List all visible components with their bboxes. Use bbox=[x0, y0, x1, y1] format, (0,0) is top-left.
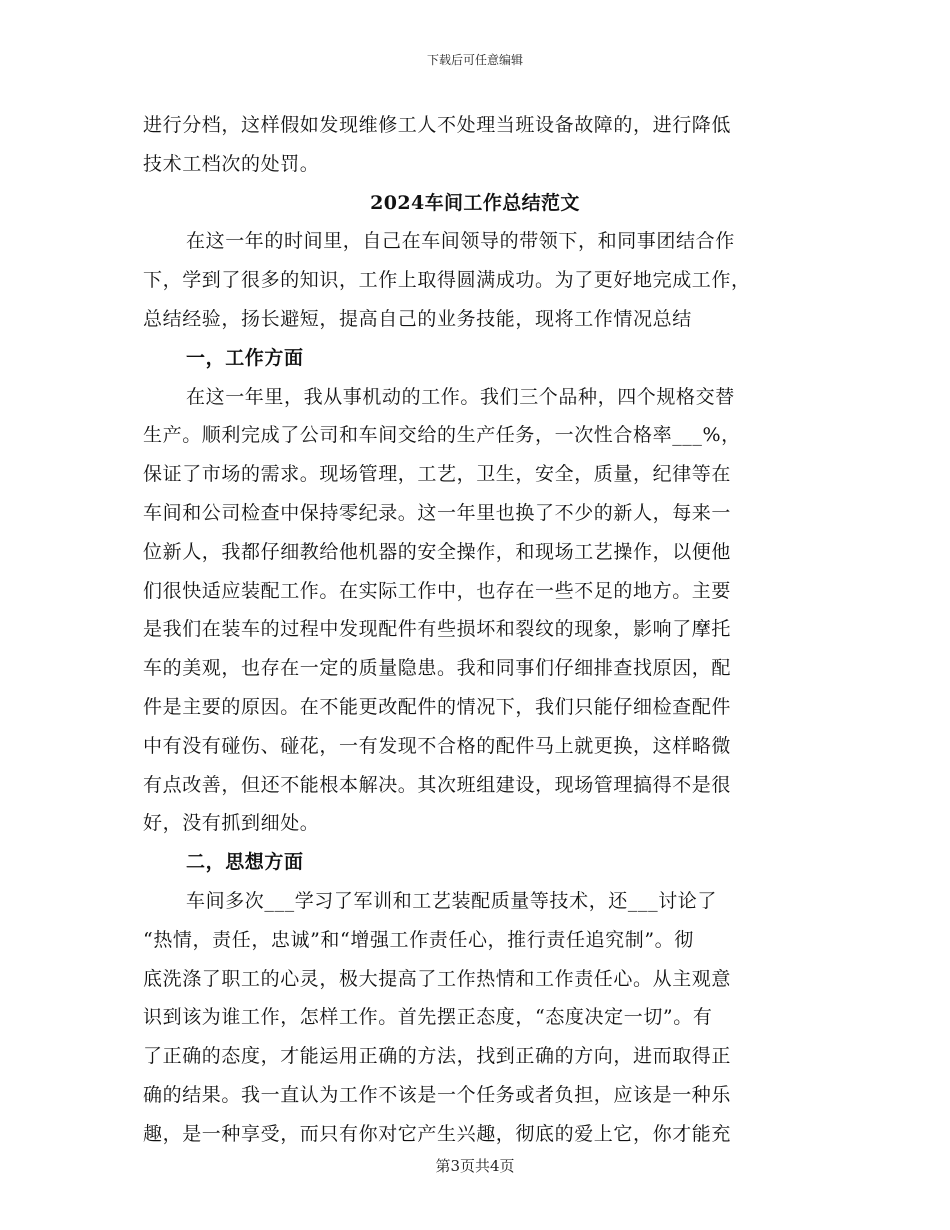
body-line: 生产。顺利完成了公司和车间交给的生产任务，一次性合格率___%， bbox=[143, 424, 741, 447]
body-line: 趣，是一种享受，而只有你对它产生兴趣，彻底的爱上它，你才能充 bbox=[143, 1122, 732, 1145]
body-line: 车的美观，也存在一定的质量隐患。我和同事们仔细排查找原因，配 bbox=[143, 657, 732, 680]
document-body bbox=[143, 106, 807, 1154]
body-line: 了正确的态度，才能运用正确的方法，找到正确的方向，进而取得正 bbox=[143, 1045, 732, 1068]
body-line: 件是主要的原因。在不能更改配件的情况下，我们只能仔细检查配件 bbox=[143, 695, 732, 718]
body-line: “热情，责任，忠诚”和“增强工作责任心，推行责任追究制”。彻 bbox=[143, 928, 694, 951]
body-line: 进行分档，这样假如发现维修工人不处理当班设备故障的，进行降低 bbox=[143, 114, 732, 136]
page-header-note: 下载后可任意编辑 bbox=[426, 53, 523, 67]
body-line: 好，没有抓到细处。 bbox=[143, 812, 320, 835]
body-line: 是我们在装车的过程中发现配件有些损坏和裂纹的现象，影响了摩托 bbox=[143, 618, 732, 641]
body-line: 底洗涤了职工的心灵，极大提高了工作热情和工作责任心。从主观意 bbox=[143, 967, 732, 990]
paragraph-first-line: 在这一年里，我从事机动的工作。我们三个品种，四个规格交替 bbox=[186, 385, 735, 408]
document-title: 2024车间工作总结范文 bbox=[370, 191, 580, 214]
body-line: 车间和公司检查中保持零纪录。这一年里也换了不少的新人，每来一 bbox=[143, 501, 732, 524]
paragraph-first-line: 车间多次___学习了军训和工艺装配质量等技术，还___讨论了 bbox=[186, 889, 718, 912]
body-line: 中有没有碰伤、碰花，一有发现不合格的配件马上就更换，这样略微 bbox=[143, 734, 732, 757]
body-line: 保证了市场的需求。现场管理，工艺，卫生，安全，质量，纪律等在 bbox=[143, 463, 732, 486]
body-line: 下，学到了很多的知识，工作上取得圆满成功。为了更好地完成工作， bbox=[143, 269, 751, 292]
body-line: 们很快适应装配工作。在实际工作中，也存在一些不足的地方。主要 bbox=[143, 579, 732, 602]
body-line: 确的结果。我一直认为工作不该是一个任务或者负担，应该是一种乐 bbox=[143, 1083, 732, 1106]
body-line: 位新人，我都仔细教给他机器的安全操作，和现场工艺操作，以便他 bbox=[143, 540, 732, 563]
body-line: 总结经验，扬长避短，提高自己的业务技能，现将工作情况总结 bbox=[143, 307, 692, 330]
section-heading-thought: 二，思想方面 bbox=[186, 851, 304, 874]
paragraph-first-line: 在这一年的时间里，自己在车间领导的带领下，和同事团结合作 bbox=[186, 230, 735, 253]
page-number-footer: 第3页共4页 bbox=[435, 1157, 515, 1175]
body-line: 技术工档次的处罚。 bbox=[143, 152, 320, 175]
section-heading-work: 一，工作方面 bbox=[186, 346, 304, 369]
body-line: 有点改善，但还不能根本解决。其次班组建设，现场管理搞得不是很 bbox=[143, 773, 732, 796]
body-line: 识到该为谁工作，怎样工作。首先摆正态度，“态度决定一切”。有 bbox=[143, 1006, 713, 1029]
